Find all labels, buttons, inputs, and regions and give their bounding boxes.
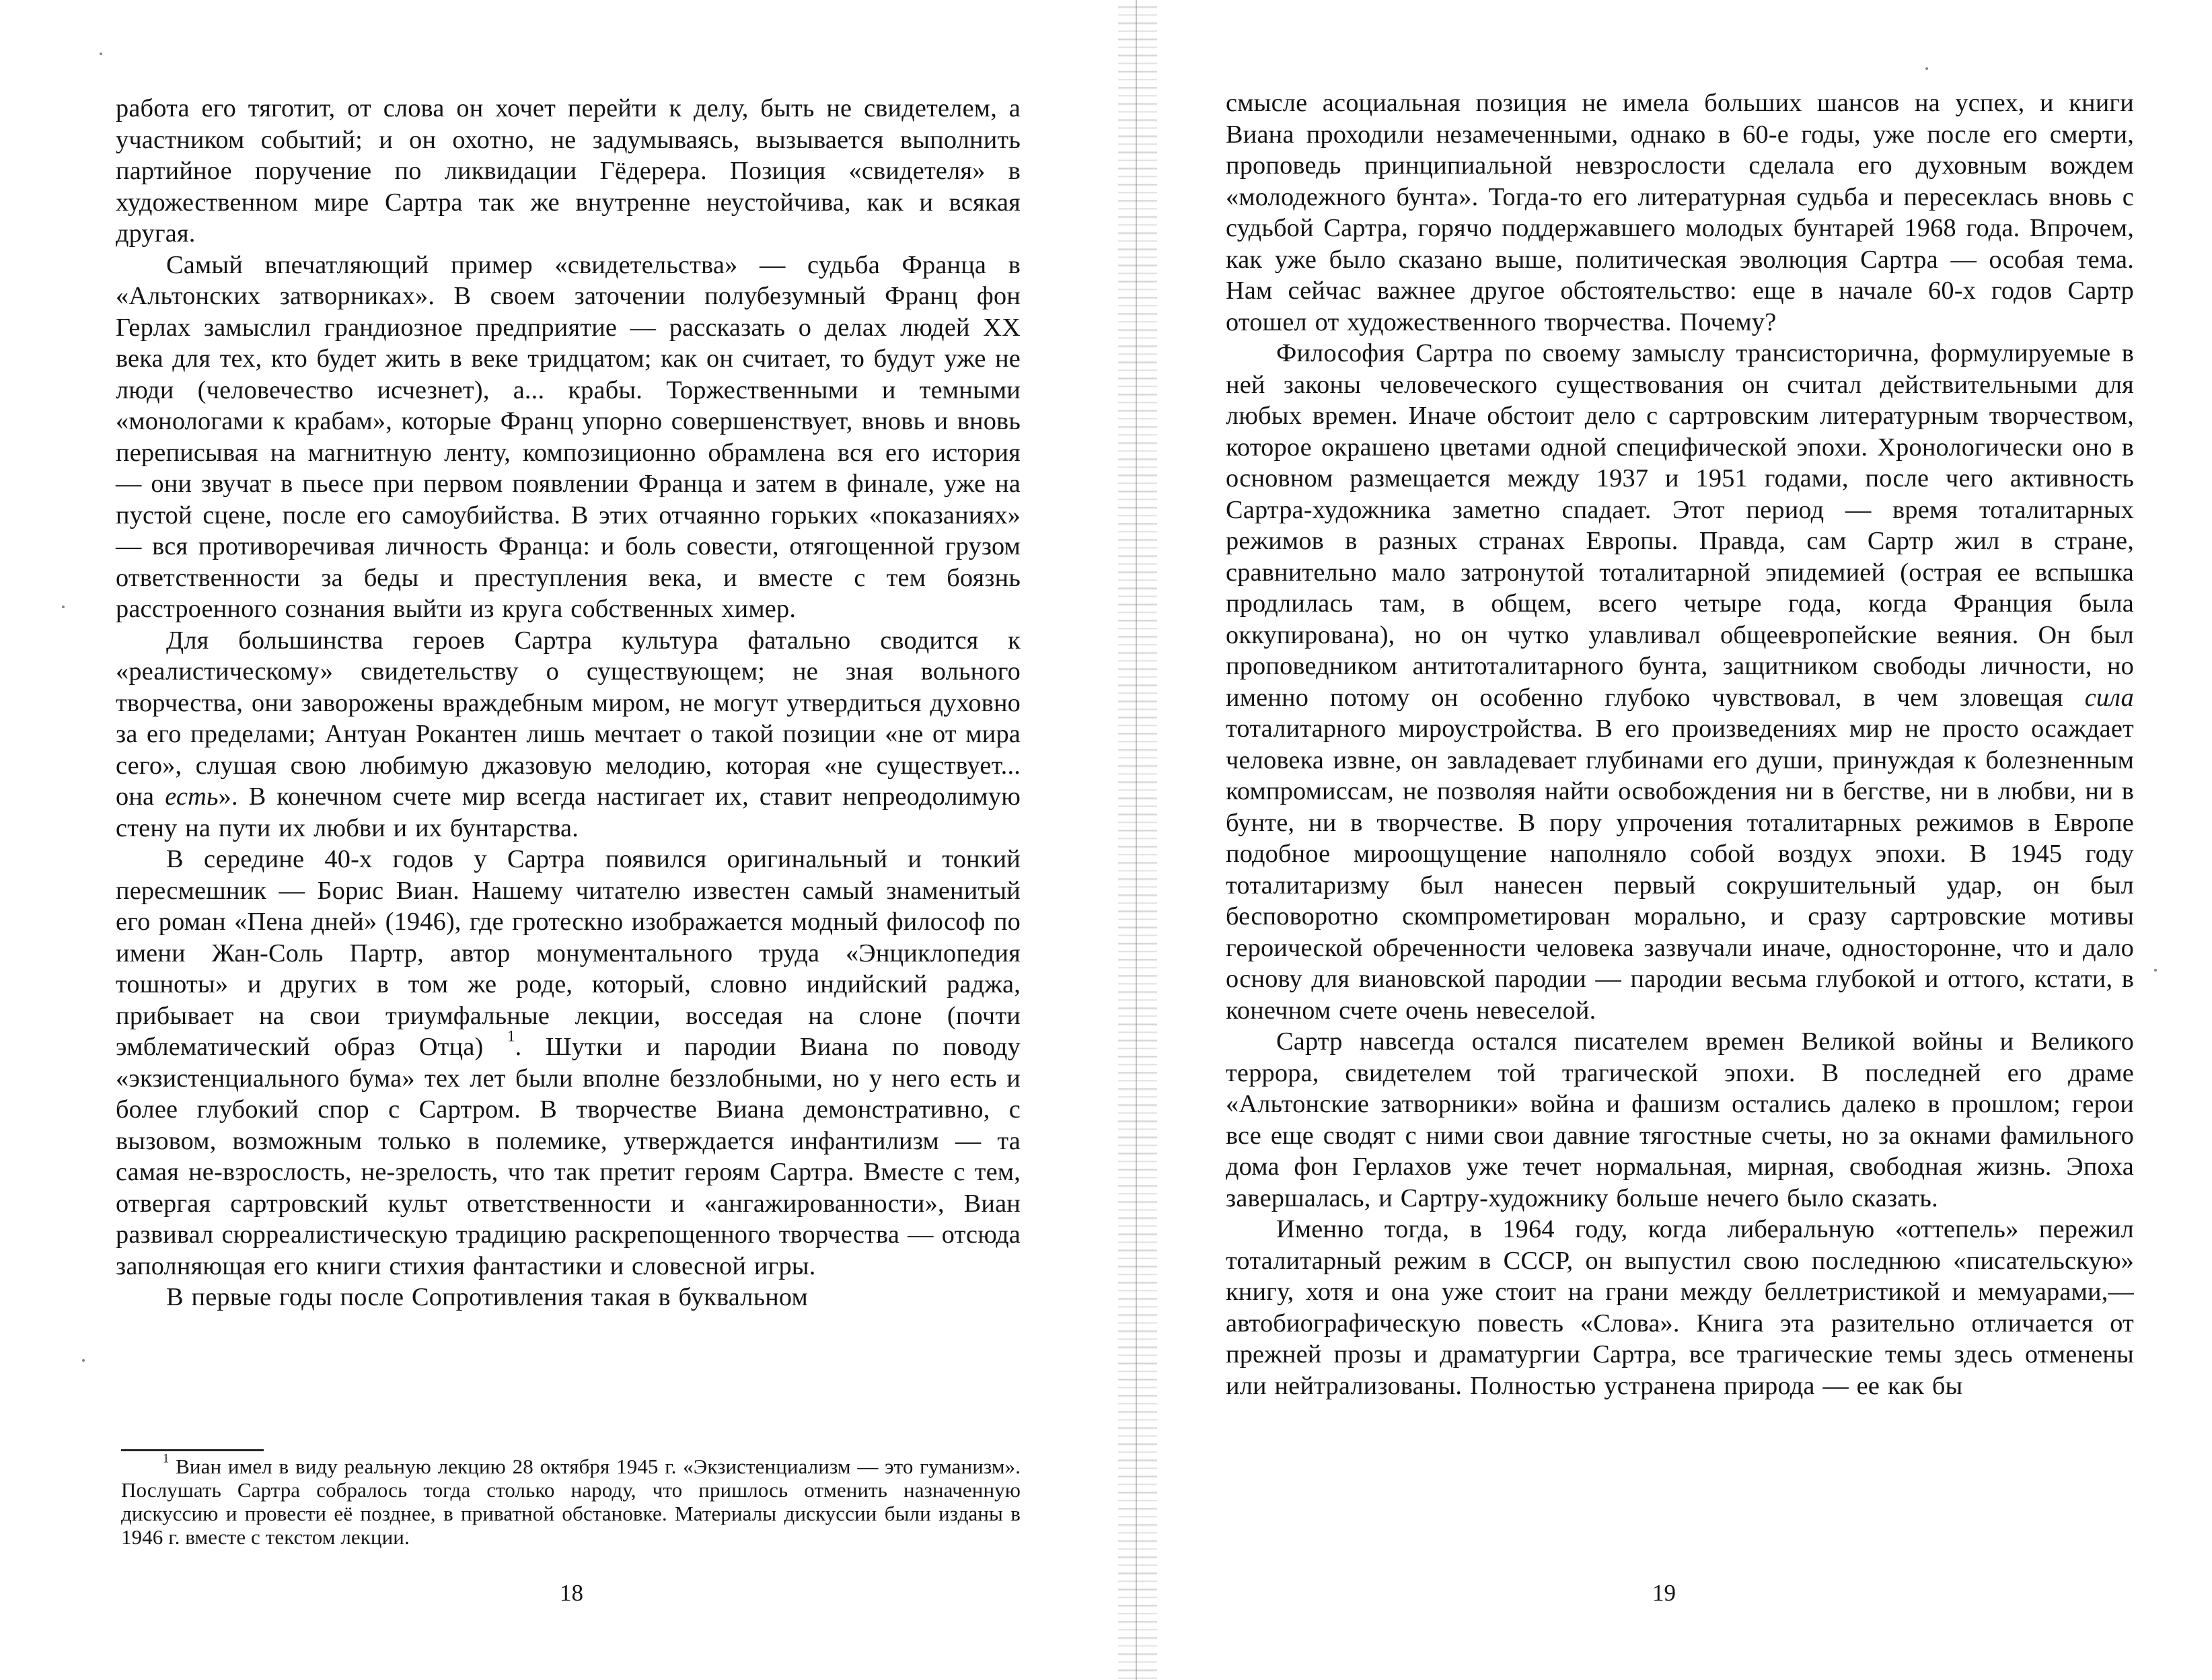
left-paragraph-1: работа его тяготит, от слова он хочет перейти к делу, быть не свидетелем, а участником событий; и он охотно, не задумываясь, вызывается выполнить партийное поручение по ликвидации Гёдерера. Позиция «свидетеля» в художественном мире Сартра так же внутренне неустойчива, как и всякая другая. [116,94,1021,248]
right-page [1137,0,2212,1680]
left-paragraph-4-end: . Шутки и пародии Виана по поводу «экзистенциального бума» тех лет были вполне беззлобными, но у него есть и более глубокий спор с Сартром. В творчестве Виана демонстративно, с вызовом, возможным только в полемике, утверждается инфантилизм — та самая не-взрослость, не-зрелость, что так претит героям Сартра. Вместе с тем, отвергая сартровский культ ответственности и «ангажированности», Виан развивал сюрреалистическую традицию раскрепощенного творчества — отсюда заполняющая его книги стихия фантастики и словесной игры. [116,1033,1021,1280]
left-paragraph-3-italic: есть [165,782,219,811]
left-paragraph-5: В первые годы после Сопротивления такая в буквальном [166,1283,808,1311]
footnote-reference[interactable]: 1 [507,1027,515,1045]
left-page-number: 18 [560,1580,583,1606]
scan-speck [2154,969,2157,972]
left-paragraph-3-end: ». В конечном счете мир всегда настигает их, ставит непреодолимую стену на пути их любви и их бунтарства. [116,782,1021,842]
right-paragraph-4: Именно тогда, в 1964 году, когда либеральную «оттепель» пережил тоталитарный режим в СССР, он выпустил свою последнюю «писательскую» книгу, хотя и она уже стоит на грани между беллетристикой и мемуарами,— автобиографическую повесть «Слова». Книга эта разительно отличается от прежней прозы и драматургии Сартра, все трагические темы здесь отменены или нейтрализованы. Полностью устранена природа — ее как бы [1226,1215,2134,1400]
scan-speck [62,606,65,608]
left-paragraph-4 [116,844,1021,1282]
scan-speck [1925,67,1928,70]
right-paragraph-1: смысле асоциальная позиция не имела больших шансов на успех, и книги Виана проходили незамеченными, однако в 60-е годы, уже после его смерти, проповедь принципиальной невзрослости сделала его духовным вождем «молодежного бунта». Тогда-то его литературная судьба и пересеклась вновь с судьбой Сартра, горячо поддержавшего молодых бунтарей 1968 года. Впрочем, как уже было сказано выше, политическая эволюция Сартра — особая тема. Нам сейчас важнее другое обстоятельство: еще в начале 60-х годов Сартр отошел от художественного творчества. Почему? [1226,89,2134,336]
right-page-number: 19 [1652,1580,1676,1606]
left-paragraph-2: Самый впечатляющий пример «свидетельства» — судьба Франца в «Альтонских затворниках». В своем заточении полубезумный Франц фон Герлах замыслил грандиозное предприятие — рассказать о делах людей XX века для тех, кто будет жить в веке тридцатом; как он считает, то будут уже не люди (человечество исчезнет), а... крабы. Торжественными и темными «монологами к крабам», которые Франц упорно совершенствует, вновь и вновь переписывая на магнитную ленту, композиционно обрамлена вся его история — они звучат в пьесе при первом появлении Франца и затем в финале, уже на пустой сцене, после его самоубийства. В этих отчаянно горьких «показаниях» — вся противоречивая личность Франца: и боль совести, отягощенной грузом ответственности за беды и преступления века, и вместе с тем боязнь расстроенного сознания выйти из круга собственных химер. [116,250,1021,623]
right-paragraph-2-italic: сила [2084,683,2134,712]
footnote-text: Виан имел в виду реальную лекцию 28 октября 1945 г. «Экзистенциализм — это гуманизм». Послушать Сартра собралось тогда столько народу, что пришлось отменить назначенную дискуссию и провести её позднее, в приватной обстановке. Материалы дискуссии были изданы в 1946 г. вместе с текстом лекции. [121,1455,1021,1549]
right-paragraph-2 [1226,338,2134,1026]
left-paragraph-3-start: Для большинства героев Сартра культура фатально сводится к «реалистическому» свидетельству о существующем; не зная вольного творчества, они заворожены враждебным миром, не могут утвердиться духовно за его пределами; Антуан Рокантен лишь мечтает о такой позиции «не от мира сего», слушая свою любимую джазовую мелодию, которая «не существует... она [116,626,1021,811]
right-page-body [1226,87,2134,1401]
right-paragraph-2-end: тоталитарного мироустройства. В его произведениях мир не просто осаждает человека извне, он завладевает глубинами его души, принуждая к болезненным компромиссам, не позволяя найти освобождения ни в бегстве, ни в любви, ни в бунте, ни в творчестве. В пору упрочения тоталитарных режимов в Европе подобное мироощущение наполняло собой воздух эпохи. В 1945 году тоталитаризму был нанесен первый сокрушительный удар, он был бесповоротно скомпрометирован морально, и сразу сартровские мотивы героической обреченности человека зазвучали иначе, односторонне, что и дало основу для виановской пародии — пародии весьма глубокой и оттого, кстати, в конечном счете очень невеселой. [1226,715,2134,1025]
scan-speck [100,52,102,55]
left-page-body [116,93,1021,1313]
scan-speck [82,1359,85,1362]
right-paragraph-3: Сартр навсегда остался писателем времен Великой войны и Великого террора, свидетелем той трагической эпохи. В последней его драме «Альтонские затворники» война и фашизм остались далеко в прошлом; герои все еще сводят с ними свои давние тягостные счеты, но за окнами фамильного дома фон Герлахов уже течет нормальная, мирная, свободная жизнь. Эпоха завершалась, и Сартру-художнику больше нечего было сказать. [1226,1027,2134,1212]
right-paragraph-2-start: Философия Сартра по своему замыслу трансисторична, формулируемые в ней законы человеческого существования он считал действительными для любых времен. Иначе обстоит дело с сартровским литературным творчеством, которое окрашено цветами одной специфической эпохи. Хронологически оно в основном размещается между 1937 и 1951 годами, после чего активность Сартра-художника заметно спадает. Этот период — время тоталитарных режимов в разных странах Европы. Правда, сам Сартр жил в стране, сравнительно мало затронутой тоталитарной эпидемией (острая ее вспышка продлилась там, в общем, всего четыре года, когда Франция была оккупирована), но он чутко улавливал общеевропейские веяния. Он был проповедником антитоталитарного бунта, защитником свободы личности, но именно потому он особенно глубоко чувствовал, в чем зловещая [1226,339,2134,712]
left-paragraph-4-start: В середине 40-х годов у Сартра появился оригинальный и тонкий пересмешник — Борис Виан. Нашему читателю известен самый знаменитый его роман «Пена дней» (1946), где гротескно изображается модный философ по имени Жан-Соль Партр, автор монументального труда «Энциклопедия тошноты» и других в том же роде, который, словно индийский раджа, прибывает на свои триумфальные лекции, восседая на слоне (почти эмблематический образ Отца) [116,845,1021,1061]
footnote [121,1451,1021,1549]
footnote-divider [121,1449,264,1451]
left-paragraph-3 [116,625,1021,844]
footnote-body [121,1451,1021,1549]
footnote-mark: 1 [163,1451,170,1466]
